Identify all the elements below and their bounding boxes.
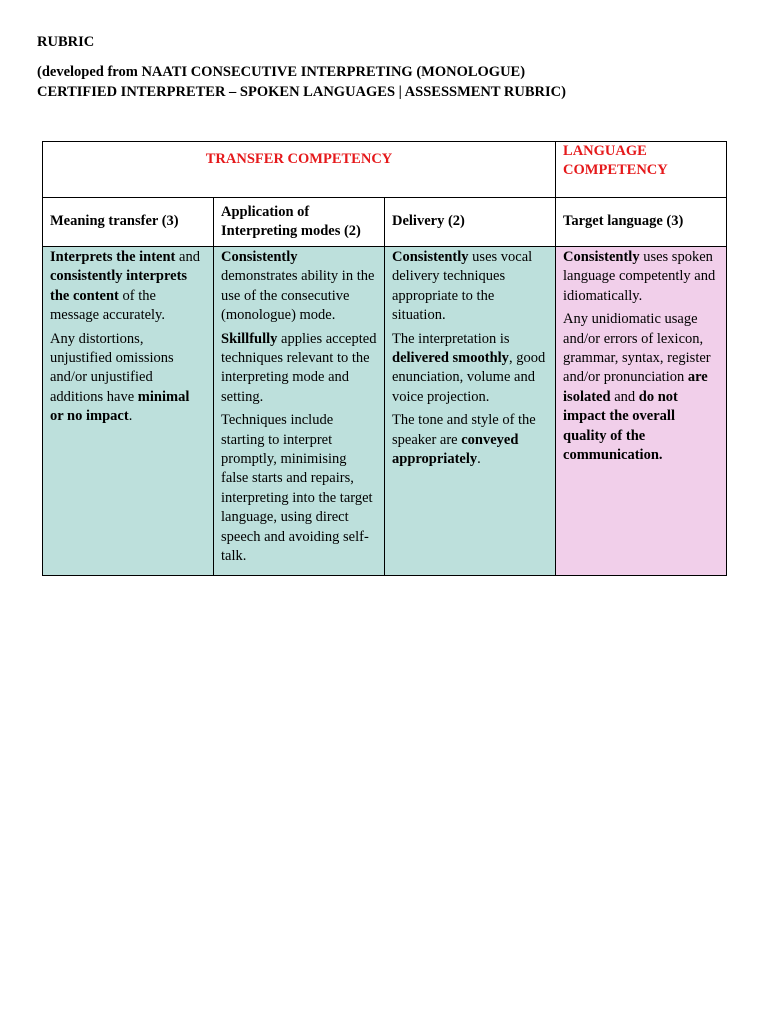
emphasis: minimal or no impact [50,388,190,425]
language-competency-header: LANGUAGE COMPETENCY [556,142,727,198]
descriptor-paragraph [392,248,548,326]
emphasis: Consistently [392,249,469,265]
descriptor-paragraph [50,330,206,427]
emphasis: consistently interprets the content [50,268,188,304]
descriptor-paragraph [392,330,548,408]
text: uses spoken language competently and idiomatically. [563,249,716,304]
descriptor-paragraph [221,411,377,566]
cell-target-language [556,247,727,576]
subtitle-line-1: (developed from NAATI CONSECUTIVE INTERPRETING (MONOLOGUE) [37,64,526,80]
emphasis: Interprets the intent [50,249,176,265]
text: demonstrates ability in the use of the consecutive (monologue) mode. [221,268,375,324]
emphasis: are isolated [563,369,708,405]
emphasis: conveyed appropriately [392,431,519,468]
header-delivery: Delivery (2) [385,198,556,247]
descriptor-paragraph [563,310,719,465]
text: Techniques include starting to interpret promptly, minimising false starts and repairs, interpreting into the target language, using direct speech and avoiding self-talk. [221,412,373,565]
document-title: RUBRIC [37,34,95,50]
emphasis: Consistently [221,249,298,265]
emphasis: Skillfully [221,330,278,347]
text: uses vocal delivery techniques appropriate to the situation. [392,249,533,324]
rubric-table [42,141,727,576]
header-meaning-transfer: Meaning transfer (3) [43,198,214,247]
transfer-competency-header: TRANSFER COMPETENCY [43,142,556,198]
subtitle-line-2: CERTIFIED INTERPRETER – SPOKEN LANGUAGES | ASSESSMENT RUBRIC) [37,83,566,100]
descriptor-paragraph [50,248,206,326]
descriptor-paragraph [221,330,377,408]
text: , good enunciation, volume and voice projection. [392,350,546,405]
text: Any distortions, unjustified omissions and/or unjustified additions have [50,330,174,405]
text: The tone and style of the speaker are [392,412,536,448]
criteria-descriptor-row [43,247,727,576]
text: Any unidiomatic usage and/or errors of lexicon, grammar, syntax, register and/or pronunciation [563,311,711,386]
emphasis: do not impact the overall quality of the communication. [563,388,678,464]
text: and [175,249,200,265]
descriptor-paragraph [221,248,377,326]
text: The interpretation is [392,330,510,347]
emphasis: Consistently [563,249,640,265]
group-header-row [43,142,727,198]
document-subtitle [37,63,737,102]
header-interpreting-modes: Application of Interpreting modes (2) [214,198,385,247]
text: and [610,388,639,405]
cell-delivery [385,247,556,576]
text: of the message accurately. [50,287,165,324]
text: . [128,408,133,425]
text: . [477,451,481,468]
descriptor-paragraph [563,248,719,306]
cell-meaning-transfer [43,247,214,576]
descriptor-paragraph [392,411,548,469]
criteria-header-row [43,198,727,247]
emphasis: delivered smoothly [392,350,509,367]
cell-interpreting-modes [214,247,385,576]
header-target-language: Target language (3) [556,198,727,247]
text: applies accepted techniques relevant to the interpreting mode and setting. [221,330,377,405]
